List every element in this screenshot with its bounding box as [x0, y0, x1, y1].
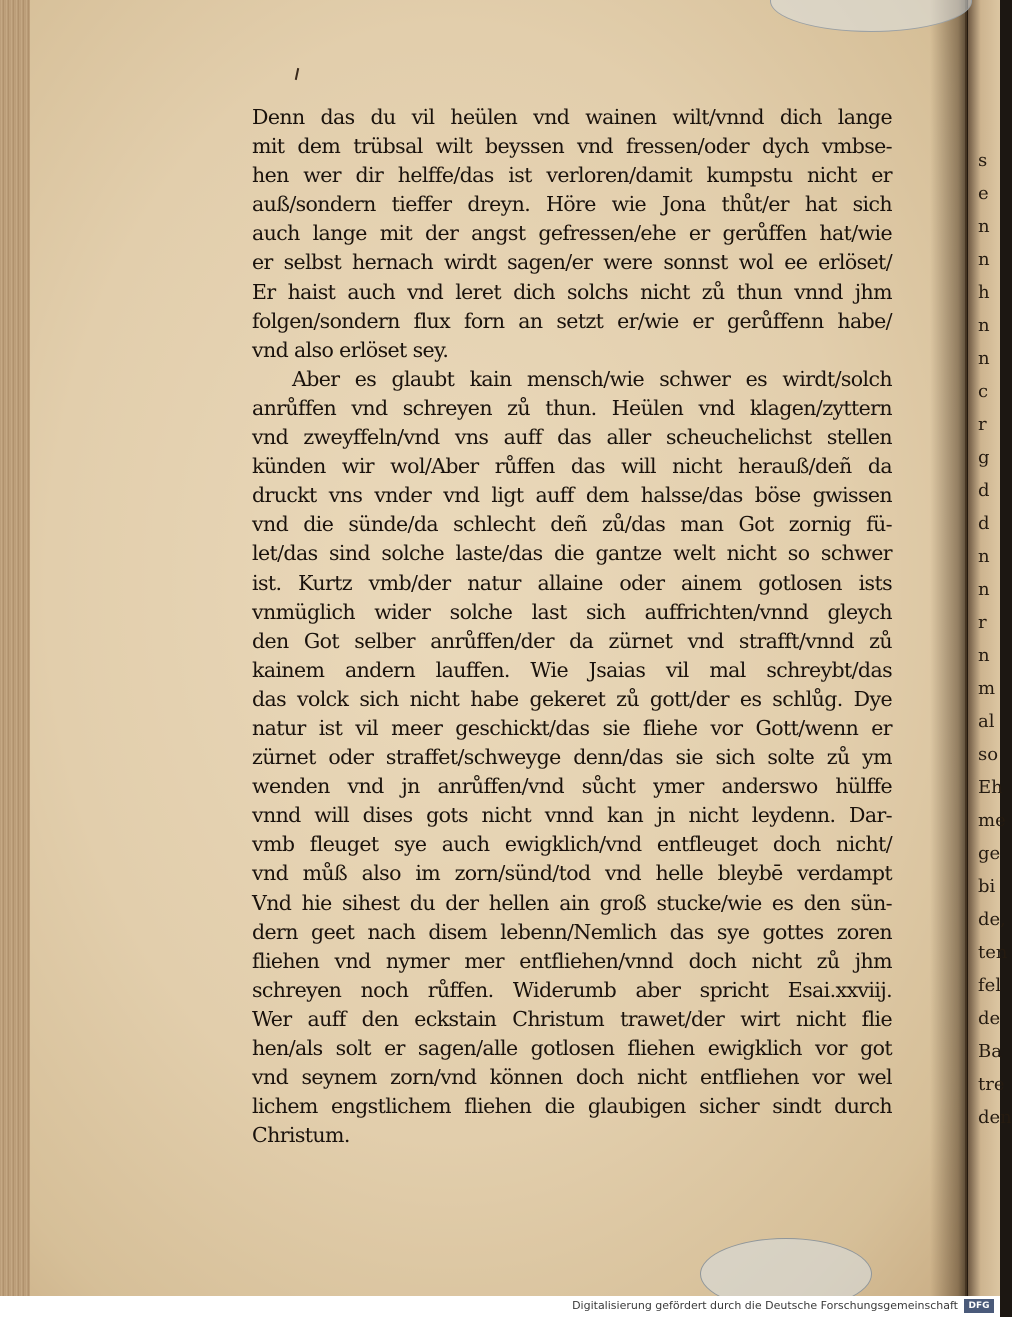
facing-page-fragment: n [978, 249, 990, 270]
facing-page-fragment: c [978, 381, 989, 402]
facing-page-fragment: n [978, 348, 990, 369]
facing-page-fragment: tre [978, 1074, 1005, 1095]
facing-page-fragment: n [978, 579, 990, 600]
facing-page-fragment: n [978, 216, 990, 237]
text-line: anrůffen vnd schreyen zů thun. Heülen vnd klagen/zyttern [252, 395, 892, 420]
text-line: vnd die sünde/da schlecht deñ zů/das man Got zornig fü- [252, 512, 892, 537]
footer-bar [0, 1296, 1000, 1317]
text-line: Christum. [252, 1123, 350, 1148]
text-line: dern geet nach disem lebenn/Nemlich das sye gottes zoren [252, 919, 892, 944]
text-line: zürnet oder straffet/schweyge denn/das sie sich solte zů ym [252, 745, 892, 770]
text-line: mit dem trübsal wilt beyssen vnd fressen/oder dych vmbse- [252, 134, 892, 159]
facing-page-fragment: n [978, 645, 990, 666]
text-line: vnd also erlöset sey. [252, 337, 449, 362]
facing-page-fragment: fel [978, 975, 1002, 996]
facing-page-fragment: s [978, 150, 988, 171]
facing-page-fragment: d [978, 480, 990, 501]
facing-page-edge [968, 0, 1012, 1296]
text-line: Denn das du vil heülen vnd wainen wilt/vnnd dich lange [252, 105, 892, 129]
facing-page-fragment: n [978, 546, 990, 567]
facing-page-fragment: den [978, 1107, 1012, 1128]
text-line: fliehen vnd nymer mer entfliehen/vnnd doch nicht zů jhm [252, 948, 892, 973]
text-line: auß/sondern tieffer dreyn. Höre wie Jona thůt/er hat sich [252, 192, 892, 217]
text-line: Vnd hie sihest du der hellen ain groß stucke/wie es den sün- [252, 890, 892, 915]
text-line: wenden vnd jn anrůffen/vnd sůcht ymer anderswo hülffe [252, 774, 892, 799]
text-line: er selbst hernach wirdt sagen/er were sonnst wol ee erlöset/ [252, 250, 892, 275]
text-line: druckt vns vnder vnd ligt auff dem halsse/das böse gwissen [252, 483, 892, 508]
text-line: Er haist auch vnd leret dich solchs nicht zů thun vnnd jhm [252, 279, 892, 304]
dfg-logo[interactable]: DFG [964, 1299, 994, 1313]
facing-page-fragment: r [978, 414, 987, 435]
text-line: vnd můß also im zorn/sünd/tod vnd helle bleybē verdampt [252, 861, 892, 886]
text-line: Wer auff den eckstain Christum trawet/der wirt nicht flie [252, 1006, 892, 1031]
facing-page-fragment: n [978, 315, 990, 336]
text-line: vnd zweyffeln/vnd vns auff das aller scheuchelichst stellen [252, 425, 892, 450]
gutter-shadow [930, 0, 970, 1296]
facing-page-fragment: Eh [978, 777, 1003, 798]
page-text [252, 103, 892, 1150]
text-line: folgen/sondern flux forn an setzt er/wie er gerůffenn habe/ [252, 308, 892, 333]
text-line: hen/als solt er sagen/alle gotlosen fliehen ewigklich vor got [252, 1036, 892, 1060]
text-line: Aber es glaubt kain mensch/wie schwer es wirdt/solch [292, 366, 892, 391]
facing-page-fragment: al [978, 711, 995, 732]
facing-page-fragment: r [978, 612, 987, 633]
facing-page-fragment: de [978, 1008, 1001, 1029]
funding-credit: Digitalisierung gefördert durch die Deutsche Forschungsgemeinschaft [572, 1299, 958, 1312]
facing-page-fragment: d [978, 513, 990, 534]
facing-page-fragment: m [978, 678, 996, 699]
text-line: schreyen noch růffen. Widerumb aber spricht Esai.xxviij. [252, 977, 892, 1002]
facing-page-fragment: de, [978, 909, 1006, 930]
text-line: das volck sich nicht habe gekeret zů gott/der es schlůg. Dye [252, 686, 892, 711]
facing-page-fragment: h [978, 282, 990, 303]
text-line: kainem andern lauffen. Wie Jsaias vil mal schreybt/das [252, 657, 892, 682]
facing-page-fragment: e [978, 183, 989, 204]
facing-page-fragment: g [978, 447, 990, 468]
text-line: auch lange mit der angst gefressen/ehe er gerůffen hat/wie [252, 221, 892, 246]
text-line: vnmüglich wider solche last sich auffrichten/vnnd gleych [252, 599, 892, 624]
facing-page-fragment: ge [978, 843, 1001, 864]
text-line: vmb fleuget sye auch ewigklich/vnd entfleuget doch nicht/ [252, 832, 892, 857]
facing-page-fragment: so [978, 744, 999, 765]
text-line: natur ist vil meer geschickt/das sie fliehe vor Gott/wenn er [252, 715, 892, 740]
text-line: let/das sind solche laste/das die gantze welt nicht so schwer [252, 541, 892, 566]
text-line: vnd seynem zorn/vnd können doch nicht entfliehen vor wel [252, 1065, 892, 1090]
facing-page-fragment: me [978, 810, 1006, 831]
text-line: den Got selber anrůffen/der da zürnet vnd strafft/vnnd zů [252, 628, 892, 653]
text-line: künden wir wol/Aber růffen das will nicht herauß/deñ da [252, 454, 892, 479]
text-line: hen wer dir helffe/das ist verloren/damit kumpstu nicht er [252, 163, 892, 188]
text-line: ist. Kurtz vmb/der natur allaine oder ainem gotlosen ists [252, 570, 892, 595]
facing-page-fragment: Ba [978, 1041, 1002, 1062]
text-line: lichem engstlichem fliehen die glaubigen sicher sindt durch [252, 1094, 892, 1119]
text-line: vnnd will dises gots nicht vnnd kan jn nicht leydenn. Dar- [252, 803, 892, 828]
facing-page-fragment: bi [978, 876, 996, 897]
facing-page-fragment: ten [978, 942, 1008, 963]
